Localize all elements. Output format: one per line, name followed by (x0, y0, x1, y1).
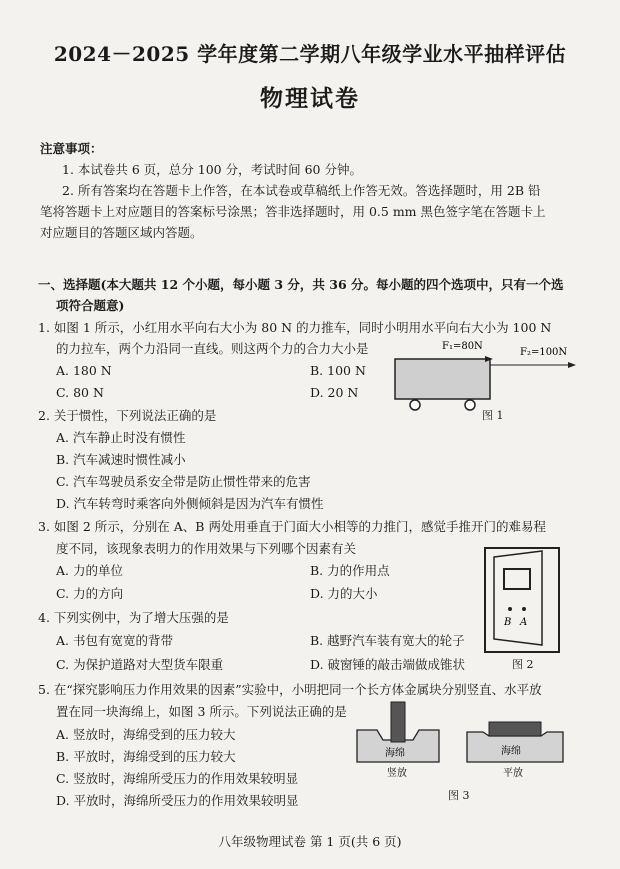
vertical-block (391, 702, 405, 742)
option: B. 越野汽车装有宽大的轮子 (310, 633, 465, 648)
option: C. 80 N (56, 385, 104, 400)
label-a: A (520, 617, 528, 628)
door-panel (494, 551, 542, 645)
sponge-label: 海绵 (501, 746, 521, 757)
option: A. 汽车静止时没有惯性 (56, 430, 186, 445)
horizontal-block (489, 722, 541, 736)
option: C. 为保护道路对大型货车限重 (56, 657, 224, 672)
question-stem: 3. 如图 2 所示，分别在 A、B 两处用垂直于门面大小相等的力推门，感觉手推开门的难易程 (38, 519, 546, 534)
cart-wheel (410, 400, 420, 410)
subject-title: 物理试卷 (260, 85, 360, 112)
option: C. 竖放时，海绵所受压力的作用效果较明显 (56, 771, 299, 786)
option: D. 平放时，海绵所受压力的作用效果较明显 (56, 793, 299, 808)
question-stem: 5. 在“探究影响压力作用效果的因素”实验中，小明把同一个长方体金属块分别竖直、水平放 (38, 682, 542, 697)
figure-2-caption: 图 2 (512, 658, 534, 671)
sponge-label: 海绵 (385, 748, 405, 759)
figure-3-sponge (355, 700, 575, 780)
notice-heading: 注意事项： (40, 141, 103, 156)
question-stem: 2. 关于惯性，下列说法正确的是 (38, 408, 217, 423)
option: A. 力的单位 (56, 563, 123, 578)
force-f2-label: F₂=100N (520, 347, 568, 358)
point-b (508, 607, 512, 611)
option: A. 书包有宽宽的背带 (56, 633, 173, 648)
section-heading: 一、选择题(本大题共 12 个小题，每小题 3 分，共 36 分。每小题的四个选项中，只有一个选 (38, 277, 564, 292)
horizontal-label: 平放 (503, 768, 523, 779)
question-stem: 的力拉车，两个力沿同一直线。则这两个力的合力大小是 (56, 341, 369, 356)
option: A. 180 N (56, 363, 112, 378)
force-f1-label: F₁=80N (442, 341, 483, 352)
label-b: B (504, 617, 512, 628)
option: B. 力的作用点 (310, 563, 390, 578)
question-stem: 1. 如图 1 所示，小红用水平向右大小为 80 N 的力推车，同时小明用水平向右大小为 100 N (38, 320, 552, 335)
exam-title: 2024－2025 学年度第二学期八年级学业水平抽样评估 (53, 42, 567, 66)
question-stem: 度不同，该现象表明力的作用效果与下列哪个因素有关 (56, 541, 357, 556)
page-footer: 八年级物理试卷 第 1 页(共 6 页) (218, 834, 402, 849)
figure-3-caption: 图 3 (448, 789, 470, 802)
option: D. 汽车转弯时乘客向外侧倾斜是因为汽车有惯性 (56, 496, 324, 511)
option: D. 破窗锤的敲击端做成锥状 (310, 657, 466, 672)
option: C. 力的方向 (56, 586, 124, 601)
option: B. 平放时，海绵受到的压力较大 (56, 749, 236, 764)
question-stem: 4. 下列实例中，为了增大压强的是 (38, 610, 229, 625)
notice-line: 1. 本试卷共 6 页，总分 100 分，考试时间 60 分钟。 (62, 162, 362, 177)
vertical-label: 竖放 (387, 768, 407, 779)
option: B. 100 N (310, 363, 366, 378)
figure-1-caption: 图 1 (482, 409, 504, 422)
notice-line: 2. 所有答案均在答题卡上作答，在本试卷或草稿纸上作答无效。答选择题时，用 2B 铅 (62, 183, 541, 198)
figure-2-door (482, 545, 562, 655)
option: A. 竖放时，海绵受到的压力较大 (56, 727, 236, 742)
option: D. 力的大小 (310, 586, 378, 601)
point-a (522, 607, 526, 611)
option: D. 20 N (310, 385, 359, 400)
notice-line: 对应题目的答题区域内答题。 (40, 225, 203, 240)
notice-line: 笔将答题卡上对应题目的答案标号涂黑；答非选择题时，用 0.5 mm 黑色签字笔在答题卡上 (40, 204, 546, 219)
question-stem: 置在同一块海绵上，如图 3 所示。下列说法正确的是 (56, 704, 347, 719)
section-heading: 项符合题意) (56, 298, 125, 313)
option: C. 汽车驾驶员系安全带是防止惯性带来的危害 (56, 474, 311, 489)
cart-wheel (465, 400, 475, 410)
option: B. 汽车减速时惯性减小 (56, 452, 186, 467)
